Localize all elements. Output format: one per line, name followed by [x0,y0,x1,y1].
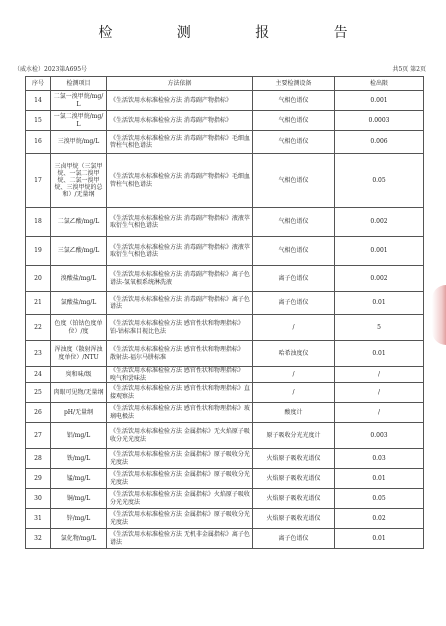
cell-equipment: 原子吸收分光光度计 [253,423,335,449]
cell-detection-limit: 0.0003 [335,111,424,131]
cell-method: 《生活饮用水标准检验方法 金属指标》原子吸收分光光度法 [107,509,253,529]
cell-method: 《生活饮用水标准检验方法 感官性状和物理指标》直接观察法 [107,383,253,403]
cell-equipment: 火焰原子吸收光谱仪 [253,449,335,469]
cell-serial: 16 [26,131,51,154]
cell-item: 铜/mg/L [51,489,107,509]
cell-item: 肉眼可见物/无量纲 [51,383,107,403]
cell-method: 《生活饮用水标准检验方法 消毒副产物指标》液液萃取衍生气相色谱法 [107,208,253,237]
table-row [26,91,424,111]
cell-serial: 27 [26,423,51,449]
cell-item: 锰/mg/L [51,469,107,489]
table-body [26,91,424,549]
cell-equipment: 气相色谱仪 [253,111,335,131]
cell-serial: 24 [26,367,51,383]
cell-item: 铁/mg/L [51,449,107,469]
cell-equipment: 酸度计 [253,403,335,423]
cell-item: 三溴甲烷/mg/L [51,131,107,154]
cell-method: 《生活饮用水标准检验方法 感官性状和物理指标》 散射法-福尔马肼标准 [107,341,253,367]
table-row [26,292,424,315]
cell-equipment: 气相色谱仪 [253,131,335,154]
cell-serial: 14 [26,91,51,111]
table-row [26,469,424,489]
cell-serial: 31 [26,509,51,529]
cell-detection-limit: 0.02 [335,509,424,529]
cell-method: 《生活饮用水标准检验方法 感官性状和物理指标》 嗅气和尝味法 [107,367,253,383]
cell-equipment: 离子色谱仪 [253,529,335,549]
cell-method: 《生活饮用水标准检验方法 金属指标》无火焰原子吸收分光光度法 [107,423,253,449]
cell-equipment: 哈希浊度仪 [253,341,335,367]
cell-item: 氯酸盐/mg/L [51,292,107,315]
table-row [26,208,424,237]
cell-method: 《生活饮用水标准检验方法 金属指标》原子吸收分光光度法 [107,469,253,489]
cell-equipment: 气相色谱仪 [253,208,335,237]
cell-detection-limit: 0.01 [335,292,424,315]
cell-item: 浑浊度（散射浑浊度单位）/NTU [51,341,107,367]
cell-item: 氯化物/mg/L [51,529,107,549]
cell-serial: 25 [26,383,51,403]
cell-serial: 30 [26,489,51,509]
cell-method: 《生活饮用水标准检验方法 消毒副产物指标》液液萃取衍生气相色谱法 [107,237,253,266]
cell-detection-limit: / [335,367,424,383]
table-row [26,341,424,367]
cell-item: 三卤甲烷（三氯甲烷、一氯二溴甲烷、二氯一溴甲烷、三溴甲烷的总和）/无量纲 [51,154,107,208]
cell-serial: 17 [26,154,51,208]
table-row [26,403,424,423]
header-item: 检测项目 [51,77,107,91]
cell-item: 三氯乙酸/mg/L [51,237,107,266]
header-serial: 序号 [26,77,51,91]
cell-item: 一氯二溴甲烷/mg/L [51,111,107,131]
cell-detection-limit: 0.01 [335,341,424,367]
cell-serial: 18 [26,208,51,237]
cell-detection-limit: 0.002 [335,266,424,292]
cell-item: pH/无量纲 [51,403,107,423]
cell-equipment: 火焰原子吸收光谱仪 [253,489,335,509]
cell-serial: 15 [26,111,51,131]
test-results-table [25,76,424,549]
table-row [26,367,424,383]
table-row [26,489,424,509]
cell-method: 《生活饮用水标准检验方法 金属指标》原子吸收分光光度法 [107,449,253,469]
header-detection-limit: 检出限 [335,77,424,91]
table-row [26,509,424,529]
cell-equipment: 离子色谱仪 [253,266,335,292]
cell-method: 《生活饮用水标准检验方法 消毒副产物指标》 [107,91,253,111]
cell-equipment: 火焰原子吸收光谱仪 [253,509,335,529]
cell-item: 铝/mg/L [51,423,107,449]
cell-detection-limit: / [335,383,424,403]
cell-serial: 26 [26,403,51,423]
table-row [26,529,424,549]
cell-item: 色度（铂钴色度单位）/度 [51,315,107,341]
cell-item: 臭和味/级 [51,367,107,383]
cell-detection-limit: 0.05 [335,154,424,208]
cell-equipment: / [253,315,335,341]
header-equipment: 主要检测设备 [253,77,335,91]
cell-detection-limit: 0.001 [335,91,424,111]
table-row [26,449,424,469]
cell-equipment: / [253,383,335,403]
cell-serial: 21 [26,292,51,315]
table-row [26,315,424,341]
cell-item: 二氯乙酸/mg/L [51,208,107,237]
cell-detection-limit: / [335,403,424,423]
report-number: （威水检）2023第A695号 [14,66,88,73]
table-row [26,131,424,154]
table-row [26,237,424,266]
cell-method: 《生活饮用水标准检验方法 消毒副产物指标》毛细血管柱气相色谱法 [107,154,253,208]
cell-serial: 28 [26,449,51,469]
cell-equipment: 气相色谱仪 [253,91,335,111]
table-row [26,111,424,131]
cell-detection-limit: 0.006 [335,131,424,154]
cell-method: 《生活饮用水标准检验方法 金属指标》火焰原子吸收分光光度法 [107,489,253,509]
cell-detection-limit: 0.003 [335,423,424,449]
cell-equipment: 离子色谱仪 [253,292,335,315]
cell-serial: 20 [26,266,51,292]
cell-equipment: 气相色谱仪 [253,154,335,208]
cell-item: 二氯一溴甲烷/mg/L [51,91,107,111]
cell-method: 《生活饮用水标准检验方法 消毒副产物指标》离子色谱法-氢氧根系统淋洗液 [107,266,253,292]
cell-method: 《生活饮用水标准检验方法 消毒副产物指标》 [107,111,253,131]
cell-equipment: / [253,367,335,383]
table-row [26,423,424,449]
header-method: 方法依据 [107,77,253,91]
cell-serial: 22 [26,315,51,341]
table-header-row [26,77,424,91]
cell-detection-limit: 0.01 [335,469,424,489]
cell-detection-limit: 5 [335,315,424,341]
cell-method: 《生活饮用水标准检验方法 消毒副产物指标》毛细血管柱气相色谱法 [107,131,253,154]
cell-serial: 32 [26,529,51,549]
cell-equipment: 火焰原子吸收光谱仪 [253,469,335,489]
table-row [26,266,424,292]
cell-serial: 19 [26,237,51,266]
cell-method: 《生活饮用水标准检验方法 消毒副产物指标》离子色谱法 [107,292,253,315]
cell-detection-limit: 0.01 [335,529,424,549]
cell-detection-limit: 0.001 [335,237,424,266]
report-title: 检 测 报 告 [98,25,378,41]
cell-item: 锌/mg/L [51,509,107,529]
cell-equipment: 气相色谱仪 [253,237,335,266]
table-row [26,383,424,403]
table-row [26,154,424,208]
page-info: 共5页 第2页 [392,66,426,73]
seal-stamp-fragment [432,285,446,345]
cell-serial: 23 [26,341,51,367]
cell-detection-limit: 0.03 [335,449,424,469]
cell-method: 《生活饮用水标准检验方法 无机非金属指标》离子色谱法 [107,529,253,549]
cell-method: 《生活饮用水标准检验方法 感官性状和物理指标》玻璃电极法 [107,403,253,423]
cell-serial: 29 [26,469,51,489]
cell-detection-limit: 0.05 [335,489,424,509]
cell-method: 《生活饮用水标准检验方法 感官性状和物理指标》 铂-钴标准目视比色法 [107,315,253,341]
cell-item: 溴酸盐/mg/L [51,266,107,292]
cell-detection-limit: 0.002 [335,208,424,237]
